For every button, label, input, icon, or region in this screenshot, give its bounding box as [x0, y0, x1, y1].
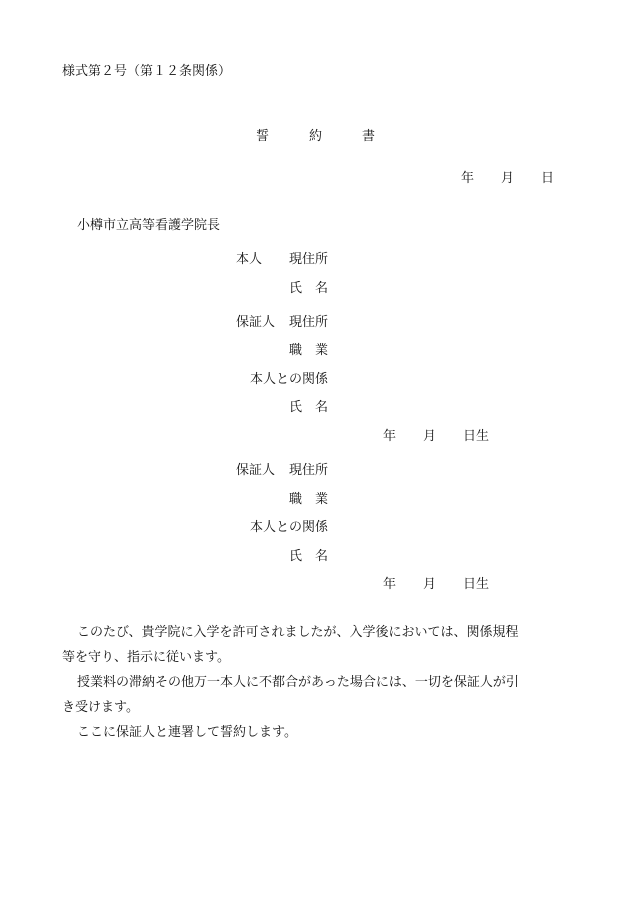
guarantor2-birth-month-label: 月 [423, 577, 437, 592]
body-paragraph-2-line-1: 授業料の滞納その他万一本人に不都合があった場合には、一切を保証人が引 [77, 675, 519, 690]
body-paragraph-1-line-2: 等を守り、指示に従います。 [62, 650, 230, 665]
guarantor2-name-label: 氏 名 [289, 549, 329, 564]
guarantor1-birth-month-label: 月 [423, 429, 437, 444]
guarantor1-birth-day-label: 日生 [463, 429, 490, 444]
form-number: 様式第２号（第１２条関係） [62, 64, 232, 79]
guarantor2-birth-day-label: 日生 [463, 577, 490, 592]
guarantor1-name-label: 氏 名 [289, 400, 329, 415]
body-paragraph-1-line-1: このたび、貴学院に入学を許可されましたが、入学後においては、関係規程 [77, 625, 519, 640]
date-month-label: 月 [501, 171, 515, 186]
guarantor1-birth-year-label: 年 [383, 429, 397, 444]
title-char-2: 約 [309, 129, 323, 144]
body-paragraph-2-line-2: き受けます。 [62, 700, 139, 715]
date-year-label: 年 [461, 171, 475, 186]
guarantor2-relation-label: 本人との関係 [250, 520, 329, 535]
applicant-name-label: 氏 名 [289, 281, 329, 296]
body-paragraph-3-line-1: ここに保証人と連署して誓約します。 [77, 725, 297, 740]
guarantor1-relation-label: 本人との関係 [250, 372, 329, 387]
guarantor1-occupation-label: 職 業 [289, 343, 329, 358]
applicant-address-label: 現住所 [289, 252, 329, 267]
title-char-3: 書 [362, 129, 376, 144]
guarantor2-occupation-label: 職 業 [289, 492, 329, 507]
guarantor2-role: 保証人 [236, 463, 276, 478]
guarantor2-birth-year-label: 年 [383, 577, 397, 592]
guarantor1-role: 保証人 [236, 315, 276, 330]
applicant-role: 本人 [236, 252, 263, 267]
date-day-label: 日 [541, 171, 555, 186]
guarantor1-address-label: 現住所 [289, 315, 329, 330]
addressee: 小樽市立高等看護学院長 [77, 218, 221, 233]
title-char-1: 誓 [256, 129, 270, 144]
guarantor2-address-label: 現住所 [289, 463, 329, 478]
